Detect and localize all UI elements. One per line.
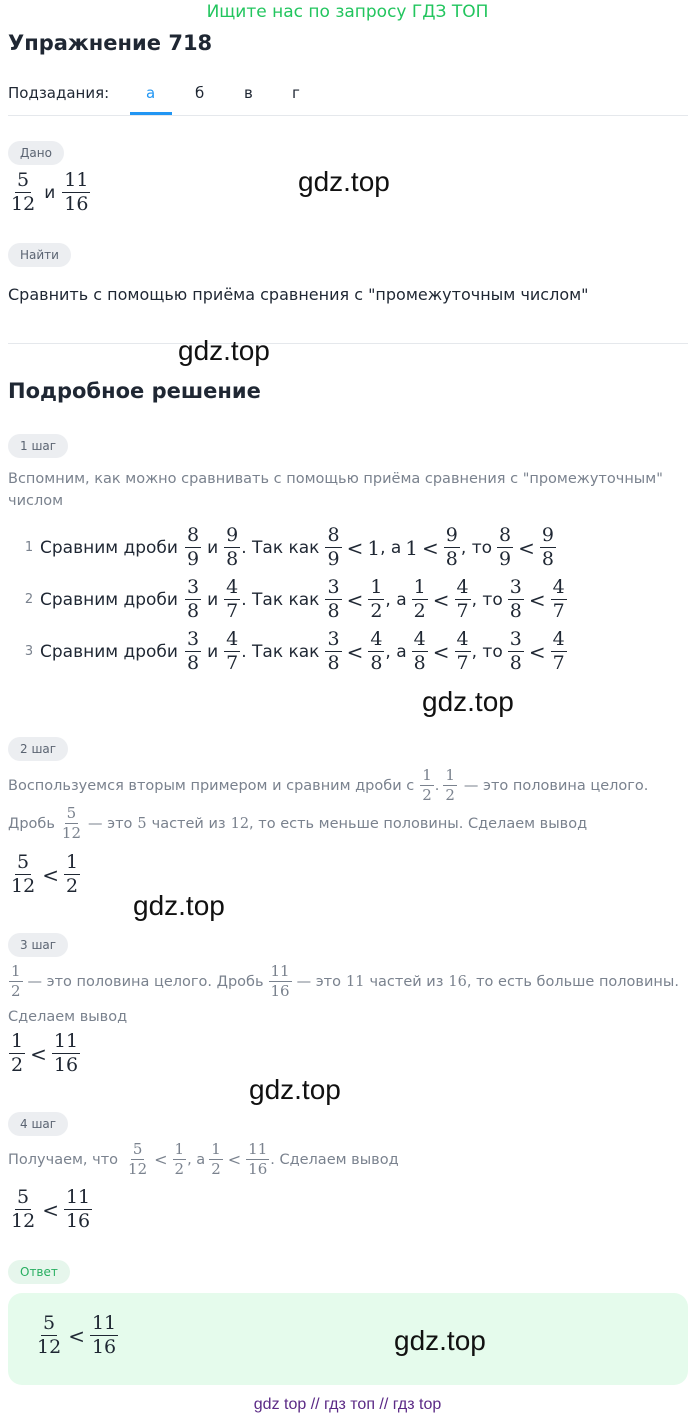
answer-chip: Ответ <box>8 1260 70 1284</box>
watermark: gdz.top <box>422 686 514 717</box>
step2-line1: Воспользуемся вторым примером и сравним дроби с $\frac{1}{2}$ . $\frac{1}{2}$ — это половина целого. <box>8 766 649 804</box>
footer-links[interactable]: gdz top // гдз топ // гдз top <box>253 1396 442 1413</box>
step3-line2: Сделаем вывод <box>8 1009 128 1025</box>
given-fractions: $\frac{5}{12}$ и $\frac{11}{16}$ <box>11 169 89 215</box>
step3-line1: $\frac{1}{2}$ — это половина целого. Дробь $\frac{11}{16}$ — это 11 частей из 16 , то есть больше половины. <box>11 962 679 1000</box>
divider <box>8 115 688 116</box>
watermark: gdz.top <box>178 335 270 366</box>
step3-chip: 3 шаг <box>8 933 68 957</box>
step4-result: $\frac{5}{12}$ < $\frac{11}{16}$ <box>11 1186 91 1232</box>
answer-result: $\frac{5}{12}$ < $\frac{11}{16}$ <box>37 1312 117 1358</box>
tab-g[interactable]: г <box>292 84 300 102</box>
solution-title: Подробное решение <box>8 379 261 403</box>
step1-intro: Вспомним, как можно сравнивать с помощью приёма сравнения с "промежуточным" числом <box>8 471 663 509</box>
watermark: gdz.top <box>249 1074 341 1105</box>
divider <box>8 343 688 344</box>
step1-chip: 1 шаг <box>8 434 68 458</box>
step2-result: $\frac{5}{12}$ < $\frac{1}{2}$ <box>11 851 79 897</box>
step1-item-2: 2 Сравним дроби $\frac{3}{8}$ и $\frac{4}{7}$ . Так как $\frac{3}{8}$ < $\frac{1}{2}$ , а $\frac{1}{2}$ < $\frac{4}{7}$ , то $\frac{3}{8}$ < $\frac{4}{7}$ <box>24 576 565 622</box>
find-chip: Найти <box>8 243 71 267</box>
subtasks-label: Подзадания: <box>8 84 110 102</box>
tab-b[interactable]: б <box>195 84 205 102</box>
watermark: gdz.top <box>298 166 390 197</box>
fraction: $\frac{11}{16}$ <box>64 169 89 215</box>
step1-item-3: 3 Сравним дроби $\frac{3}{8}$ и $\frac{4}{7}$ . Так как $\frac{3}{8}$ < $\frac{4}{8}$ , а $\frac{4}{8}$ < $\frac{4}{7}$ , то $\frac{3}{8}$ < $\frac{4}{7}$ <box>24 628 565 674</box>
fraction: $\frac{5}{12}$ <box>11 169 36 215</box>
step1-item-1: 1 Сравним дроби $\frac{8}{9}$ и $\frac{9}{8}$ . Так как $\frac{8}{9}$ < 1 , а 1 < $\frac{9}{8}$ , то $\frac{8}{9}$ < $\frac{9}{8}$ <box>24 524 554 570</box>
given-chip: Дано <box>8 141 64 165</box>
step4-line1: Получаем, что $\frac{5}{12}$ < $\frac{1}{2}$ , а $\frac{1}{2}$ < $\frac{11}{16}$ . Сделаем вывод <box>8 1140 399 1178</box>
step2-chip: 2 шаг <box>8 737 68 761</box>
page-title: Упражнение 718 <box>8 31 213 55</box>
tab-a[interactable]: а <box>146 84 156 102</box>
step3-result: $\frac{1}{2}$ < $\frac{11}{16}$ <box>11 1030 79 1076</box>
step4-chip: 4 шаг <box>8 1112 68 1136</box>
step2-line2: Дробь $\frac{5}{12}$ — это 5 частей из 12 , то есть меньше половины. Сделаем вывод <box>8 804 588 842</box>
watermark: gdz.top <box>394 1325 486 1356</box>
tab-v[interactable]: в <box>244 84 253 102</box>
find-text: Сравнить с помощью приёма сравнения с "промежуточным числом" <box>8 285 589 304</box>
top-banner[interactable]: Ищите нас по запросу ГДЗ ТОП <box>206 2 489 22</box>
watermark: gdz.top <box>133 890 225 921</box>
